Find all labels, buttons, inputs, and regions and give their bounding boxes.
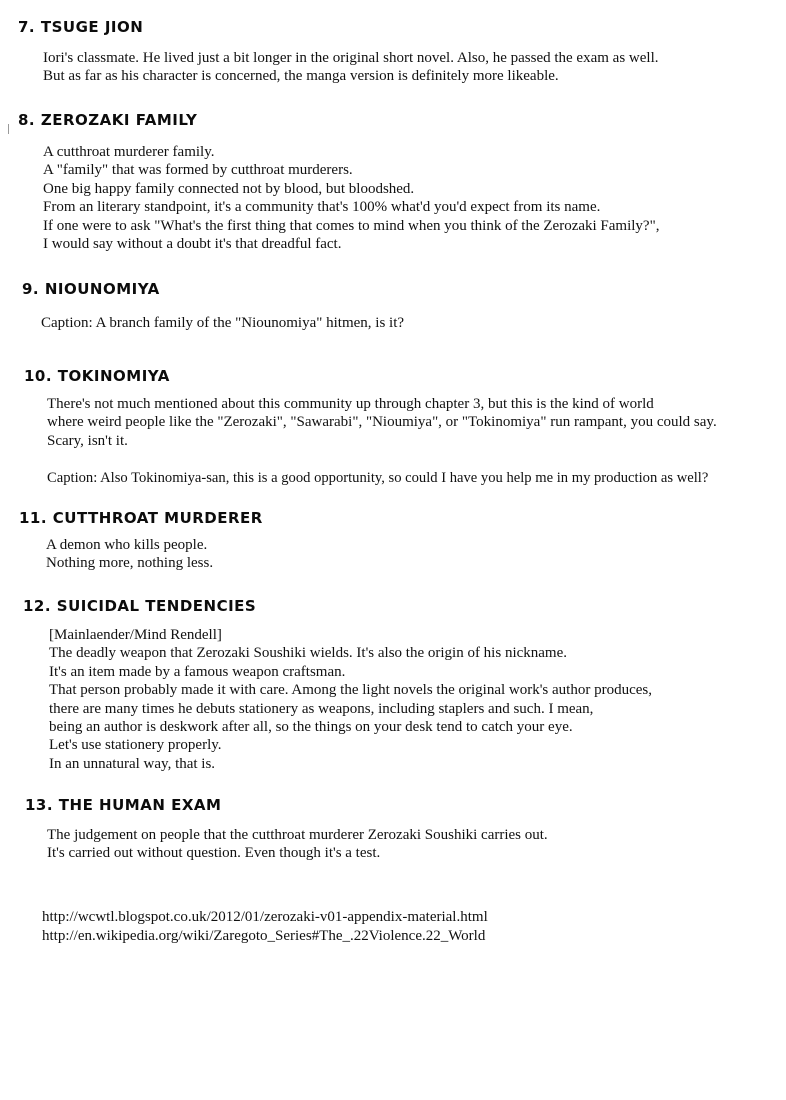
text-line: It's carried out without question. Even though it's a test.: [47, 845, 381, 862]
text-line: Scary, isn't it.: [47, 432, 128, 449]
text-line: being an author is deskwork after all, so the things on your desk tend to catch your eye.: [49, 718, 573, 735]
blank-line: [47, 450, 717, 468]
text-line: If one were to ask "What's the first thing that comes to mind when you think of the Zerozaki Family?",: [43, 217, 660, 234]
text-line: Let's use stationery properly.: [49, 737, 222, 754]
source-link-blogspot[interactable]: http://wcwtl.blogspot.co.uk/2012/01/zerozaki-v01-appendix-material.html: [42, 909, 488, 925]
text-line: There's not much mentioned about this community up through chapter 3, but this is the kind of world: [47, 396, 654, 412]
section-heading-suicidal-tendencies: 12. SUICIDAL TENDENCIES: [23, 597, 257, 615]
text-line: A cutthroat murderer family.: [43, 144, 215, 160]
section-heading-tsuge-jion: 7. TSUGE JION: [18, 18, 144, 36]
text-line: where weird people like the "Zerozaki", "Sawarabi", "Nioumiya", or "Tokinomiya" run rampant, you could say.: [47, 414, 717, 431]
section-heading-the-human-exam: 13. THE HUMAN EXAM: [25, 796, 222, 814]
text-line: In an unnatural way, that is.: [49, 755, 216, 772]
text-line: That person probably made it with care. Among the light novels the original work's author produces,: [49, 682, 652, 699]
text-line: A demon who kills people.: [46, 537, 208, 553]
section-body-niounomiya: [41, 314, 404, 332]
section-heading-niounomiya: 9. NIOUNOMIYA: [22, 280, 160, 298]
source-link-wikipedia[interactable]: http://en.wikipedia.org/wiki/Zaregoto_Series#The_.22Violence.22_World: [42, 927, 486, 944]
section-body-the-human-exam: [47, 826, 548, 863]
text-line: But as far as his character is concerned, the manga version is definitely more likeable.: [43, 68, 559, 85]
text-line: Caption: A branch family of the "Niounomiya" hitmen, is it?: [41, 315, 405, 331]
text-line: Nothing more, nothing less.: [46, 555, 214, 572]
section-body-zerozaki-family: [43, 143, 659, 253]
section-heading-zerozaki-family: 8. ZEROZAKI FAMILY: [18, 111, 198, 129]
text-line: there are many times he debuts stationery as weapons, including staplers and such. I mean,: [49, 700, 594, 717]
text-line: Caption: Also Tokinomiya-san, this is a good opportunity, so could I have you help me in my production as well?: [47, 469, 709, 486]
text-line: [Mainlaender/Mind Rendell]: [49, 627, 222, 643]
section-body-tsuge-jion: [43, 49, 658, 86]
section-heading-cutthroat-murderer: 11. CUTTHROAT MURDERER: [19, 509, 263, 527]
text-line: I would say without a doubt it's that dreadful fact.: [43, 235, 342, 252]
section-body-cutthroat-murderer: [46, 536, 213, 573]
source-links: [42, 908, 488, 945]
stray-mark: [8, 124, 9, 134]
text-line: The judgement on people that the cutthroat murderer Zerozaki Soushiki carries out.: [47, 827, 548, 843]
text-line: It's an item made by a famous weapon craftsman.: [49, 663, 346, 680]
section-body-suicidal-tendencies: [49, 626, 652, 773]
section-body-tokinomiya: [47, 395, 717, 487]
text-line: From an literary standpoint, it's a community that's 100% what'd you'd expect from its name.: [43, 199, 601, 216]
text-line: A "family" that was formed by cutthroat murderers.: [43, 162, 353, 179]
text-line: Iori's classmate. He lived just a bit longer in the original short novel. Also, he passed the exam as well.: [43, 50, 659, 66]
text-line: The deadly weapon that Zerozaki Soushiki wields. It's also the origin of his nickname.: [49, 645, 567, 662]
section-heading-tokinomiya: 10. TOKINOMIYA: [24, 367, 170, 385]
text-line: One big happy family connected not by blood, but bloodshed.: [43, 180, 415, 197]
